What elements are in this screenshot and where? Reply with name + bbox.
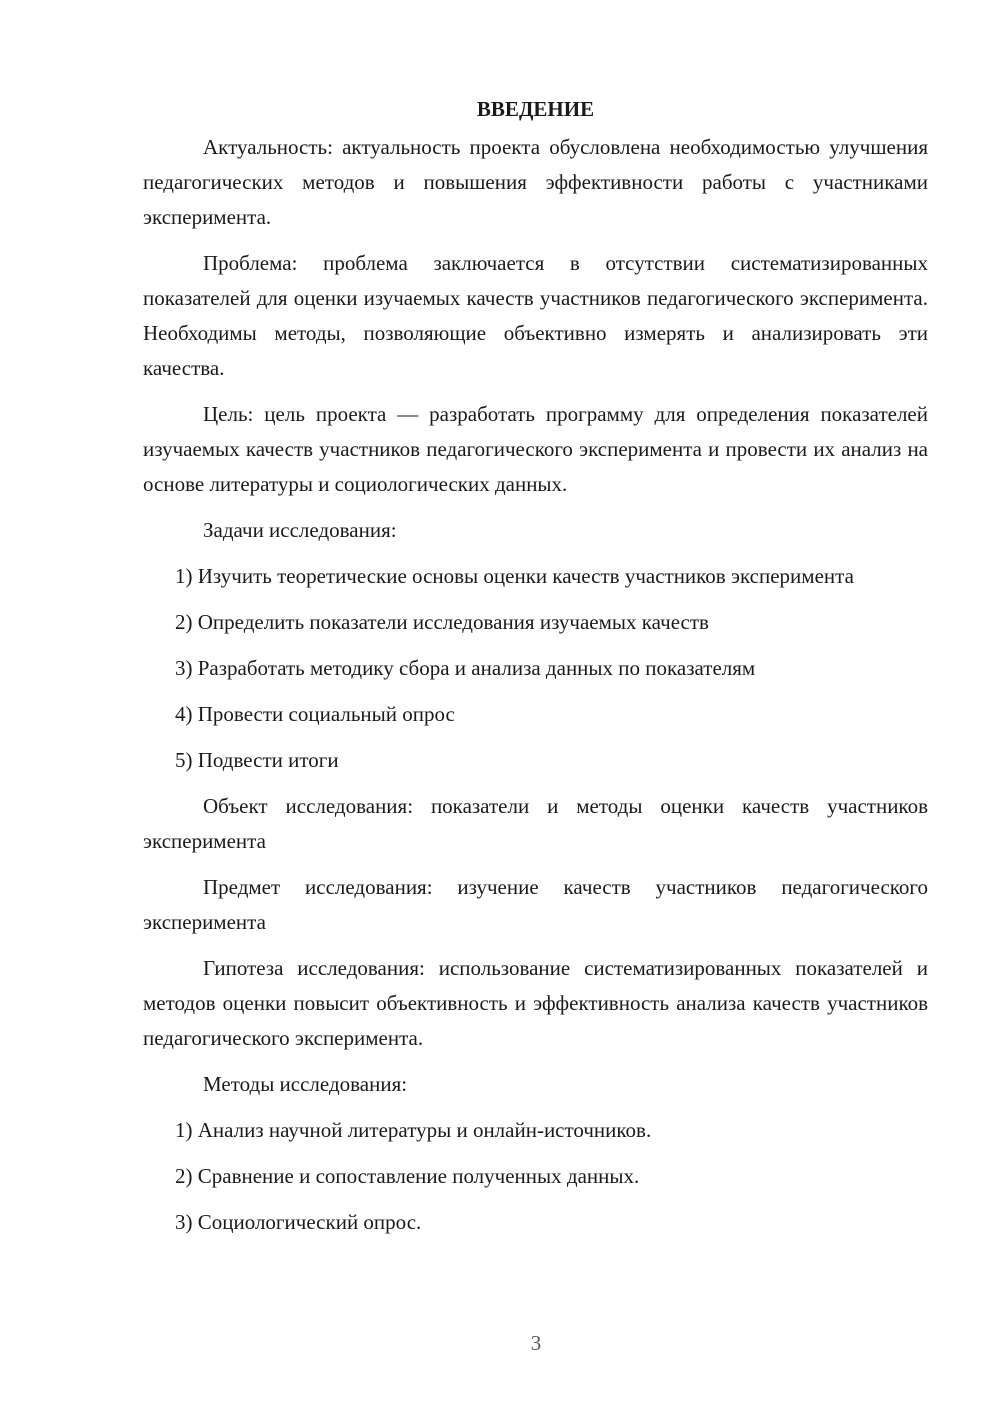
method-item: 1) Анализ научной литературы и онлайн-источников. xyxy=(175,1118,652,1142)
task-item: 5) Подвести итоги xyxy=(175,748,339,772)
page-number: 3 xyxy=(530,1331,542,1355)
tasks-heading: Задачи исследования: xyxy=(203,518,397,542)
document-page xyxy=(143,92,928,1251)
paragraph-subject: Предмет исследования: изучение качеств участников педагогического эксперимента xyxy=(143,875,928,934)
method-item: 3) Социологический опрос. xyxy=(175,1210,422,1234)
methods-heading: Методы исследования: xyxy=(203,1072,408,1096)
task-item: 2) Определить показатели исследования изучаемых качеств xyxy=(175,610,709,634)
paragraph-hypothesis: Гипотеза исследования: использование систематизированных показателей и методов оценки повысит объективность и эффективность анализа качеств участников педагогического эксперимента. xyxy=(143,956,928,1050)
section-title: ВВЕДЕНИЕ xyxy=(476,97,595,121)
method-item: 2) Сравнение и сопоставление полученных данных. xyxy=(175,1164,640,1188)
paragraph-problem: Проблема: проблема заключается в отсутствии систематизированных показателей для оценки изучаемых качеств участников педагогического эксперимента. Необходимы методы, позволяющие объективно измерять и анализировать эти качества. xyxy=(143,251,928,380)
paragraph-goal: Цель: цель проекта — разработать программу для определения показателей изучаемых качеств участников педагогического эксперимента и провести их анализ на основе литературы и социологических данных. xyxy=(143,402,928,496)
task-item: 4) Провести социальный опрос xyxy=(175,702,455,726)
paragraph-object: Объект исследования: показатели и методы оценки качеств участников эксперимента xyxy=(143,794,928,853)
task-item: 3) Разработать методику сбора и анализа данных по показателям xyxy=(175,656,756,680)
task-item: 1) Изучить теоретические основы оценки качеств участников эксперимента xyxy=(175,564,854,588)
paragraph-relevance: Актуальность: актуальность проекта обусловлена необходимостью улучшения педагогических методов и повышения эффективности работы с участниками эксперимента. xyxy=(143,135,928,229)
